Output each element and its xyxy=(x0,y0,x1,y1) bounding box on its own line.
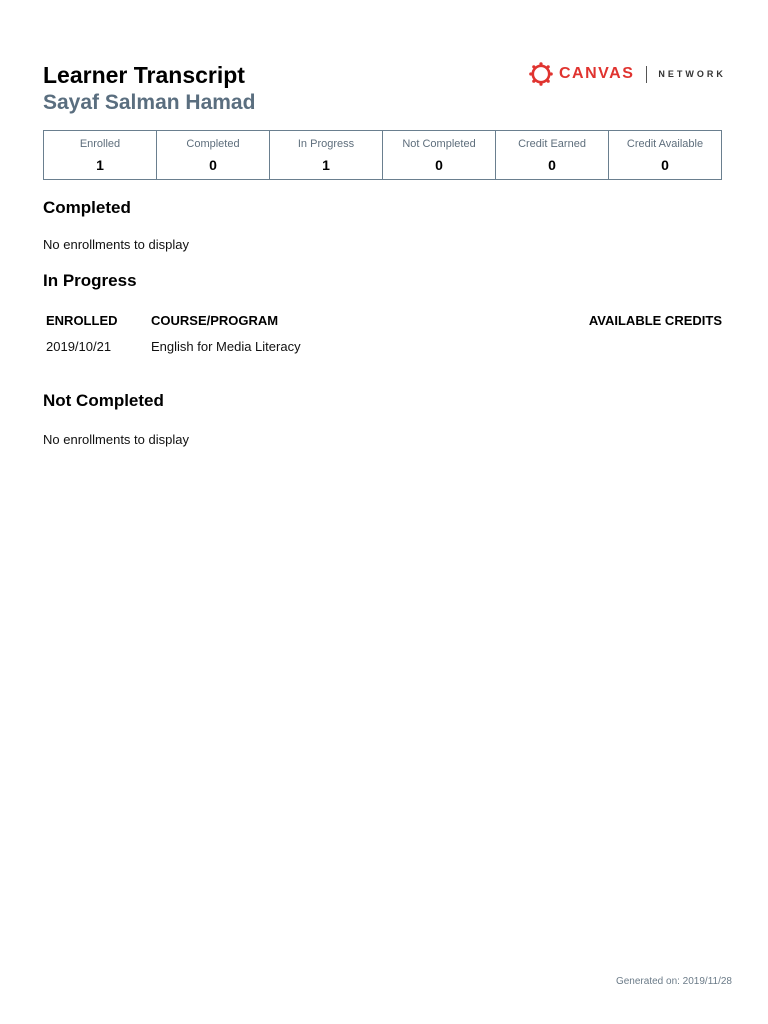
stat-value: 1 xyxy=(96,157,104,173)
stat-not-completed xyxy=(383,131,496,179)
stat-value: 0 xyxy=(435,157,443,173)
column-header-available-credits: AVAILABLE CREDITS xyxy=(588,313,722,328)
stat-label: Enrolled xyxy=(79,138,121,150)
stat-label: In Progress xyxy=(297,138,355,150)
logo-network-label: NETWORK xyxy=(658,69,726,79)
learner-name: Sayaf Salman Hamad xyxy=(43,91,256,114)
stat-label: Credit Earned xyxy=(518,138,586,150)
generated-on-footer: Generated on: 2019/11/28 xyxy=(615,976,732,987)
page-title: Learner Transcript xyxy=(43,62,245,88)
stat-completed xyxy=(157,131,270,179)
completed-heading: Completed xyxy=(43,198,131,217)
logo-wordmark: CANVAS xyxy=(559,65,635,82)
stat-value: 0 xyxy=(548,157,556,173)
stat-value: 1 xyxy=(322,157,330,173)
column-header-course: COURSE/PROGRAM xyxy=(151,313,279,328)
stat-value: 0 xyxy=(209,157,217,173)
completed-empty-message: No enrollments to display xyxy=(43,237,189,252)
stat-in-progress xyxy=(270,131,383,179)
canvas-logo-icon xyxy=(529,62,553,86)
stat-label: Not Completed xyxy=(402,138,476,150)
summary-stats-table xyxy=(43,130,722,180)
column-header-enrolled: ENROLLED xyxy=(46,313,118,328)
canvas-network-logo xyxy=(529,62,726,86)
stat-value: 0 xyxy=(661,157,669,173)
logo-divider xyxy=(646,66,647,83)
in-progress-heading: In Progress xyxy=(43,271,137,290)
not-completed-heading: Not Completed xyxy=(43,391,164,410)
row-enrolled-date: 2019/10/21 xyxy=(46,339,112,354)
stat-label: Completed xyxy=(186,138,240,150)
not-completed-empty-message: No enrollments to display xyxy=(43,432,189,447)
row-course-name: English for Media Literacy xyxy=(151,339,301,354)
stat-credit-available xyxy=(609,131,721,179)
stat-credit-earned xyxy=(496,131,609,179)
stat-enrolled xyxy=(44,131,157,179)
stat-label: Credit Available xyxy=(626,138,704,150)
